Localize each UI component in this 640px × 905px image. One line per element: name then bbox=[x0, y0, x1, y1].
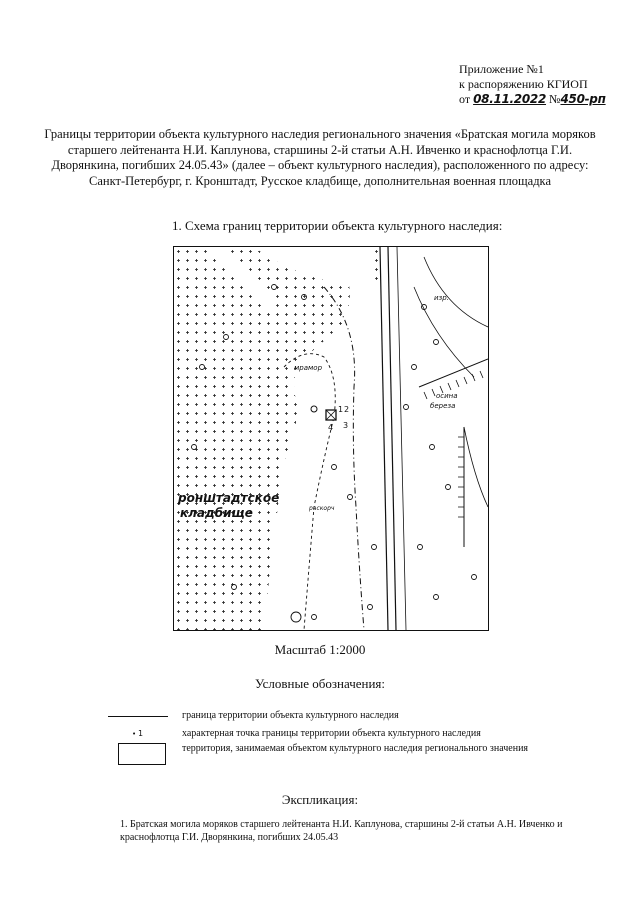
map-label-cemetery-1: ронштадтское bbox=[178, 491, 280, 505]
legend-territory-symbol bbox=[118, 743, 166, 765]
boundary-point-2: 2 bbox=[344, 405, 350, 414]
section-heading: 1. Схема границ территории объекта культурного наследия: bbox=[172, 218, 503, 233]
document-title: Границы территории объекта культурного наследия регионального значения «Братская могила моряков старшего лейтенанта Н.И. Каплунова, старшины 2-й статьи А.Н. Ивченко и краснофлотца Г.И. Дворянкина, погибших 24.05.43» (далее – объект культурного наследия), расположенного по адресу: Санкт-Петербург, г. Кронштадт, Русское кладбище, дополнительная военная площадка bbox=[44, 127, 596, 188]
legend-point-number: 1 bbox=[138, 729, 144, 738]
handwritten-number: 450-рп bbox=[560, 92, 606, 106]
boundary-point-3: 3 bbox=[343, 421, 349, 430]
road-line-1 bbox=[380, 247, 388, 630]
map-scale: Масштаб 1:2000 bbox=[274, 642, 366, 657]
cemetery-area bbox=[174, 247, 350, 630]
boundary-point-4: 4 bbox=[328, 423, 334, 432]
explication-item-1: 1. Братская могила моряков старшего лейтенанта Н.И. Каплунова, старшины 2-й статьи А.Н. Ивченко и краснофлотца Г.И. Дворянкина, погибших 24.05.43 bbox=[120, 819, 563, 843]
date-prefix: от bbox=[459, 92, 471, 106]
map-label-birch: береза bbox=[430, 402, 456, 410]
legend-title: Условные обозначения: bbox=[254, 676, 386, 691]
map-drawing bbox=[174, 247, 488, 630]
legend-item-boundary: граница территории объекта культурного наследия bbox=[182, 710, 399, 721]
map-label-izr: изр. bbox=[434, 294, 449, 302]
map-label-cemetery-2: кладбище bbox=[180, 506, 253, 520]
map-label-aspen: осина bbox=[436, 392, 458, 400]
map-label-marble: мрамор bbox=[294, 364, 323, 372]
legend-point-symbol: • 1 bbox=[132, 729, 144, 738]
road-line-2 bbox=[388, 247, 396, 630]
legend-item-territory: территория, занимаемая объектом культурного наследия регионального значения bbox=[182, 743, 529, 754]
appendix-header bbox=[459, 62, 606, 107]
legend-item-point: характерная точка границы территории объекта культурного наследия bbox=[182, 728, 481, 739]
boundary-point-1: 1 bbox=[338, 405, 344, 414]
boundary-map bbox=[173, 246, 489, 631]
number-prefix: № bbox=[549, 92, 561, 106]
explication-title: Экспликация: bbox=[281, 792, 359, 807]
map-label-rosk: раскорч bbox=[309, 505, 335, 512]
legend-boundary-line-symbol bbox=[108, 716, 168, 717]
appendix-order-ref: к распоряжению КГИОП bbox=[459, 77, 588, 91]
handwritten-date: 08.11.2022 bbox=[473, 92, 547, 106]
appendix-number: Приложение №1 bbox=[459, 62, 544, 76]
appendix-date-line bbox=[459, 92, 606, 107]
